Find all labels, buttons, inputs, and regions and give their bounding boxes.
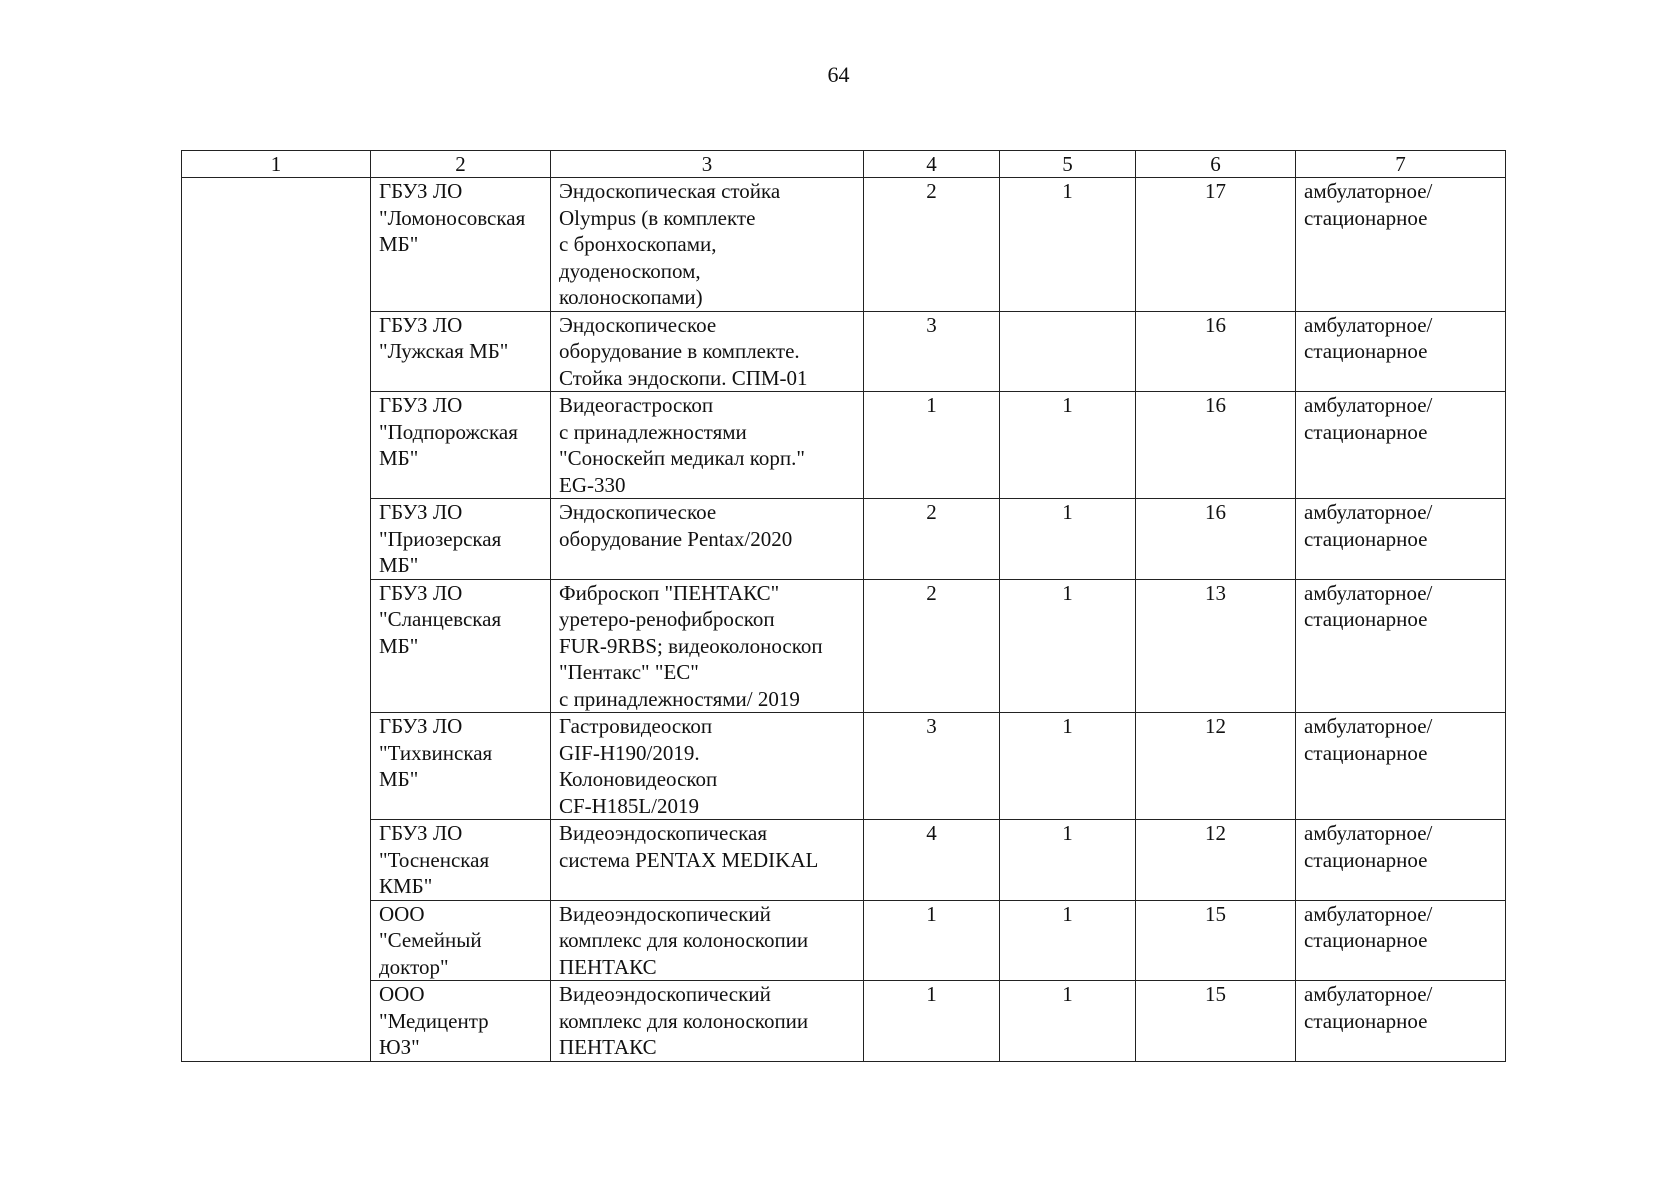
table-row — [182, 900, 1506, 981]
col-5-cell: 1 — [1000, 900, 1136, 981]
col-5-cell: 1 — [1000, 981, 1136, 1062]
equipment-cell-line: FUR-9RBS; видеоколоноскоп — [559, 633, 823, 658]
equipment-cell-line: CF-H185L/2019 — [559, 793, 700, 818]
care-type-cell — [1296, 392, 1506, 499]
care-type-cell — [1296, 713, 1506, 820]
organization-cell-line: МБ" — [379, 767, 419, 791]
organization-cell-line: МБ" — [379, 232, 419, 256]
col-5-cell: 1 — [1000, 713, 1136, 820]
care-type-cell — [1296, 311, 1506, 392]
organization-cell — [371, 311, 551, 392]
equipment-cell-line: Видеогастроскоп — [559, 393, 714, 417]
equipment-cell — [551, 499, 864, 580]
equipment-table — [181, 150, 1506, 1062]
col-5-cell: 1 — [1000, 499, 1136, 580]
organization-cell — [371, 981, 551, 1062]
col-6-cell: 16 — [1136, 499, 1296, 580]
organization-cell-line: КМБ" — [379, 874, 433, 898]
page-number: 64 — [827, 62, 850, 87]
col-6-cell: 16 — [1136, 311, 1296, 392]
organization-cell-line: "Тихвинская — [379, 740, 493, 765]
equipment-cell-line: EG-330 — [559, 472, 626, 497]
care-type-cell-line: амбулаторное/ — [1304, 714, 1433, 738]
care-type-cell-line: амбулаторное/ — [1304, 500, 1433, 524]
col-1-merged-cell — [182, 178, 371, 1062]
col-6-cell: 15 — [1136, 900, 1296, 981]
organization-cell-line: "Сланцевская — [379, 607, 502, 631]
col-4-cell: 1 — [864, 900, 1000, 981]
care-type-cell — [1296, 981, 1506, 1062]
equipment-cell-line: Olympus (в комплекте — [559, 205, 756, 230]
care-type-cell-line: стационарное — [1304, 205, 1428, 230]
table-row — [182, 178, 1506, 312]
col-4-cell: 3 — [864, 713, 1000, 820]
organization-cell-line: ООО — [379, 901, 425, 926]
table-row — [182, 713, 1506, 820]
equipment-cell-line: Эндоскопическое — [559, 500, 717, 524]
header-col-7: 7 — [1296, 151, 1506, 178]
col-4-cell: 4 — [864, 820, 1000, 901]
col-6-cell: 13 — [1136, 579, 1296, 713]
care-type-cell-line: амбулаторное/ — [1304, 179, 1433, 203]
organization-cell-line: МБ" — [379, 633, 419, 658]
equipment-cell-line: GIF-H190/2019. — [559, 740, 700, 765]
table-row — [182, 499, 1506, 580]
col-6-cell: 12 — [1136, 713, 1296, 820]
equipment-cell — [551, 178, 864, 312]
care-type-cell — [1296, 820, 1506, 901]
col-5-cell: 1 — [1000, 579, 1136, 713]
header-col-6: 6 — [1136, 151, 1296, 178]
equipment-cell-line: "Соноскейп медикал корп." — [559, 446, 805, 470]
care-type-cell — [1296, 499, 1506, 580]
equipment-cell-line: с принадлежностями/ 2019 — [559, 686, 800, 711]
header-col-2: 2 — [371, 151, 551, 178]
equipment-cell-line: с бронхоскопами, — [559, 232, 717, 256]
col-4-cell: 1 — [864, 392, 1000, 499]
equipment-cell-line: "Пентакс" "ЕС" — [559, 660, 699, 684]
care-type-cell-line: амбулаторное/ — [1304, 580, 1433, 605]
organization-cell-line: МБ" — [379, 553, 419, 577]
header-col-5: 5 — [1000, 151, 1136, 178]
equipment-cell-line: Фиброскоп "ПЕНТАКС" — [559, 580, 780, 605]
organization-cell-line: "Семейный — [379, 928, 482, 952]
organization-cell-line: ГБУЗ ЛО — [379, 393, 463, 417]
equipment-cell-line: с принадлежностями — [559, 419, 747, 444]
col-6-cell: 16 — [1136, 392, 1296, 499]
care-type-cell-line: стационарное — [1304, 740, 1428, 765]
equipment-cell — [551, 713, 864, 820]
organization-cell-line: "Тосненская — [379, 847, 490, 872]
col-5-cell: 1 — [1000, 392, 1136, 499]
col-6-cell: 15 — [1136, 981, 1296, 1062]
organization-cell-line: ГБУЗ ЛО — [379, 580, 463, 605]
equipment-cell — [551, 820, 864, 901]
care-type-cell-line: стационарное — [1304, 339, 1428, 363]
care-type-cell — [1296, 579, 1506, 713]
organization-cell-line: "Подпорожская — [379, 419, 518, 444]
equipment-cell-line: Колоновидеоскоп — [559, 767, 718, 791]
organization-cell-line: ЮЗ" — [379, 1035, 420, 1059]
care-type-cell-line: стационарное — [1304, 1008, 1428, 1033]
equipment-cell-line: дуоденоскопом, — [559, 258, 701, 283]
header-col-1: 1 — [182, 151, 371, 178]
organization-cell-line: ГБУЗ ЛО — [379, 500, 463, 524]
equipment-cell-line: ПЕНТАКС — [559, 954, 657, 979]
organization-cell — [371, 499, 551, 580]
care-type-cell-line: амбулаторное/ — [1304, 901, 1433, 926]
col-4-cell: 3 — [864, 311, 1000, 392]
equipment-cell-line: Видеоэндоскопическая — [559, 821, 767, 845]
equipment-cell-line: комплекс для колоноскопии — [559, 928, 809, 952]
col-4-cell: 1 — [864, 981, 1000, 1062]
table-row — [182, 820, 1506, 901]
header-col-3: 3 — [551, 151, 864, 178]
col-6-cell: 12 — [1136, 820, 1296, 901]
header-col-4: 4 — [864, 151, 1000, 178]
col-4-cell: 2 — [864, 499, 1000, 580]
care-type-cell-line: стационарное — [1304, 526, 1428, 551]
organization-cell-line: "Приозерская — [379, 526, 502, 551]
equipment-cell-line: ПЕНТАКС — [559, 1035, 657, 1059]
organization-cell — [371, 820, 551, 901]
care-type-cell-line: амбулаторное/ — [1304, 312, 1433, 337]
col-5-cell: 1 — [1000, 820, 1136, 901]
equipment-cell-line: система PENTAX MEDIKAL — [559, 847, 819, 872]
care-type-cell-line: амбулаторное/ — [1304, 393, 1433, 417]
table-row — [182, 981, 1506, 1062]
equipment-cell-line: оборудование Pentax/2020 — [559, 526, 793, 551]
organization-cell-line: "Лужская МБ" — [379, 339, 509, 363]
col-4-cell: 2 — [864, 178, 1000, 312]
organization-cell — [371, 900, 551, 981]
equipment-cell — [551, 981, 864, 1062]
equipment-cell — [551, 900, 864, 981]
organization-cell — [371, 392, 551, 499]
organization-cell — [371, 178, 551, 312]
care-type-cell-line: стационарное — [1304, 607, 1428, 631]
care-type-cell — [1296, 900, 1506, 981]
care-type-cell-line: стационарное — [1304, 928, 1428, 952]
col-6-cell: 17 — [1136, 178, 1296, 312]
equipment-cell-line: Стойка эндоскопи. СПМ-01 — [559, 365, 808, 390]
table-row — [182, 579, 1506, 713]
equipment-cell-line: колоноскопами) — [559, 285, 703, 309]
organization-cell-line: "Медицентр — [379, 1008, 489, 1033]
equipment-cell-line: Эндоскопическая стойка — [559, 179, 781, 203]
col-4-cell: 2 — [864, 579, 1000, 713]
table-row — [182, 311, 1506, 392]
col-5-cell: 1 — [1000, 178, 1136, 312]
equipment-cell-line: Эндоскопическое — [559, 312, 717, 337]
equipment-cell — [551, 392, 864, 499]
table-header-row — [182, 151, 1506, 178]
organization-cell-line: ГБУЗ ЛО — [379, 312, 463, 337]
equipment-cell — [551, 311, 864, 392]
col-5-cell — [1000, 311, 1136, 392]
organization-cell-line: доктор" — [379, 954, 449, 979]
equipment-cell-line: оборудование в комплекте. — [559, 339, 800, 363]
organization-cell-line: ООО — [379, 982, 425, 1006]
equipment-cell-line: Гастровидеоскоп — [559, 714, 713, 738]
organization-cell-line: ГБУЗ ЛО — [379, 821, 463, 845]
organization-cell-line: "Ломоносовская — [379, 205, 526, 230]
care-type-cell-line: стационарное — [1304, 419, 1428, 444]
equipment-cell-line: Видеоэндоскопический — [559, 982, 771, 1006]
organization-cell — [371, 713, 551, 820]
equipment-cell-line: Видеоэндоскопический — [559, 901, 771, 926]
care-type-cell-line: амбулаторное/ — [1304, 821, 1433, 845]
equipment-cell — [551, 579, 864, 713]
organization-cell-line: МБ" — [379, 446, 419, 470]
equipment-cell-line: уретеро-ренофиброскоп — [559, 607, 775, 631]
table-row — [182, 392, 1506, 499]
care-type-cell — [1296, 178, 1506, 312]
organization-cell-line: ГБУЗ ЛО — [379, 714, 463, 738]
organization-cell-line: ГБУЗ ЛО — [379, 179, 463, 203]
care-type-cell-line: амбулаторное/ — [1304, 982, 1433, 1006]
care-type-cell-line: стационарное — [1304, 847, 1428, 872]
equipment-cell-line: комплекс для колоноскопии — [559, 1008, 809, 1033]
organization-cell — [371, 579, 551, 713]
